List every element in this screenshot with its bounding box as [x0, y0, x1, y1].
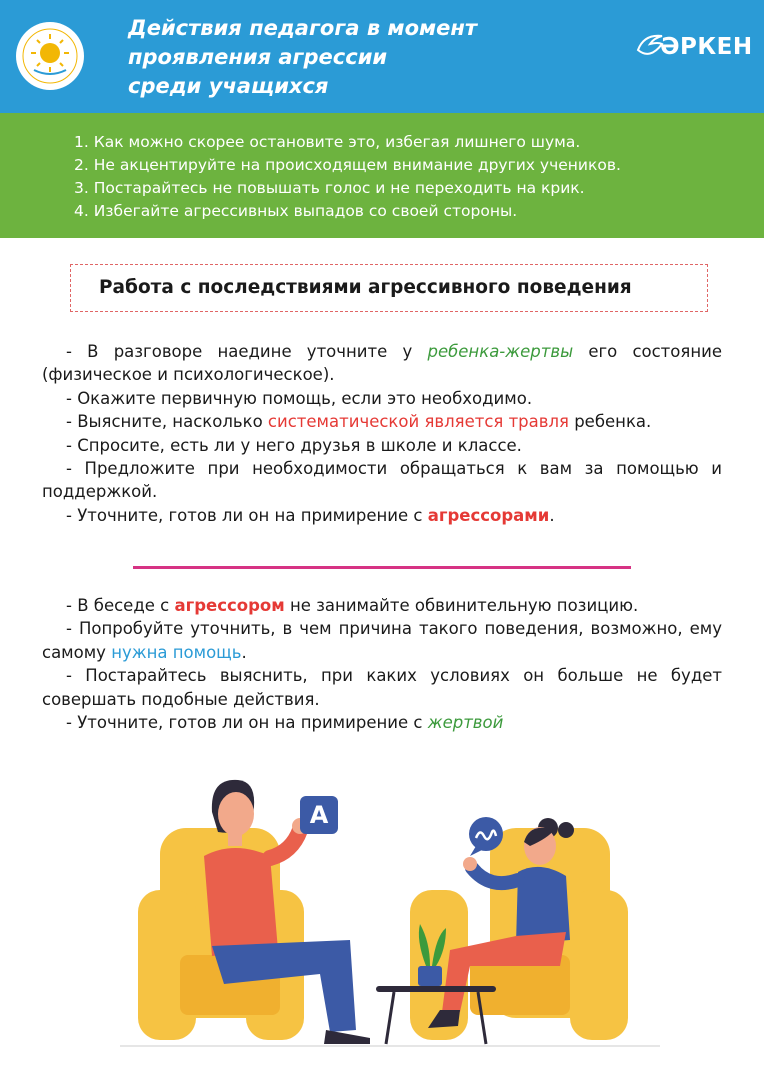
paragraph: - Спросите, есть ли у него друзья в школе и классе. — [66, 435, 522, 455]
text-segment: . — [549, 505, 555, 525]
section-heading-box — [70, 264, 708, 312]
highlight-victim-2: жертвой — [427, 713, 504, 733]
highlight-aggressors: агрессорами — [427, 505, 550, 525]
paragraph — [42, 594, 722, 617]
steps-list — [74, 131, 621, 223]
highlight-victim: ребенка-жертвы — [427, 342, 574, 361]
paragraph: - Предложите при необходимости обращаться к вам за помощью и поддержкой. — [42, 459, 722, 502]
text-segment: ребенка. — [568, 412, 652, 432]
section-title: Работа с последствиями агрессивного поведения — [99, 277, 632, 298]
highlight-bullying: систематической является травля — [267, 412, 569, 432]
text-segment: - Попробуйте уточнить, в чем причина такого поведения, возможно, ему самому — [42, 619, 722, 662]
text-segment: - Уточните, готов ли он на примирение с — [66, 505, 428, 525]
list-item: 1. Как можно скорее остановите это, избегая лишнего шума. — [74, 133, 581, 151]
counseling-illustration — [120, 760, 660, 1060]
steps-panel — [0, 113, 764, 238]
text-segment: не занимайте обвинительную позицию. — [284, 596, 639, 615]
victim-guidelines — [42, 340, 722, 527]
page-title — [128, 14, 588, 101]
paragraph — [42, 504, 722, 527]
paragraph — [42, 711, 722, 734]
title-line-2: проявления агрессии — [128, 45, 388, 69]
paragraph: - Постарайтесь выяснить, при каких условиях он больше не будет совершать подобные действия. — [42, 666, 722, 709]
paragraph — [42, 340, 722, 387]
paragraph — [42, 410, 722, 433]
highlight-help: нужна помощь — [111, 642, 242, 662]
highlight-aggressor: агрессором — [174, 596, 285, 615]
list-item: 3. Постарайтесь не повышать голос и не переходить на крик. — [74, 179, 585, 197]
text-segment: . — [241, 642, 247, 662]
text-segment: его состояние (физическое и психологическое). — [42, 342, 722, 385]
header-banner — [0, 0, 764, 113]
card-letter: A — [309, 801, 329, 829]
list-item: 2. Не акцентируйте на происходящем внимание других учеников. — [74, 156, 621, 174]
letter-card — [300, 796, 338, 834]
text-segment: - Выясните, насколько — [66, 412, 268, 432]
title-line-3: среди учащихся — [128, 74, 329, 98]
aggressor-guidelines — [42, 594, 722, 734]
title-line-1: Действия педагога в момент — [128, 16, 478, 40]
text-segment: - В беседе с — [66, 596, 175, 615]
divider — [133, 566, 631, 569]
erken-logo — [632, 30, 753, 78]
paragraph: - Окажите первичную помощь, если это необходимо. — [66, 388, 533, 408]
sun-emblem-logo — [14, 20, 86, 92]
text-segment: - Уточните, готов ли он на примирение с — [66, 713, 428, 733]
erken-logo-text: ӘРКЕН — [660, 34, 753, 60]
list-item: 4. Избегайте агрессивных выпадов со своей стороны. — [74, 202, 518, 220]
paragraph — [42, 617, 722, 664]
text-segment: - В разговоре наедине уточните у — [66, 342, 428, 361]
